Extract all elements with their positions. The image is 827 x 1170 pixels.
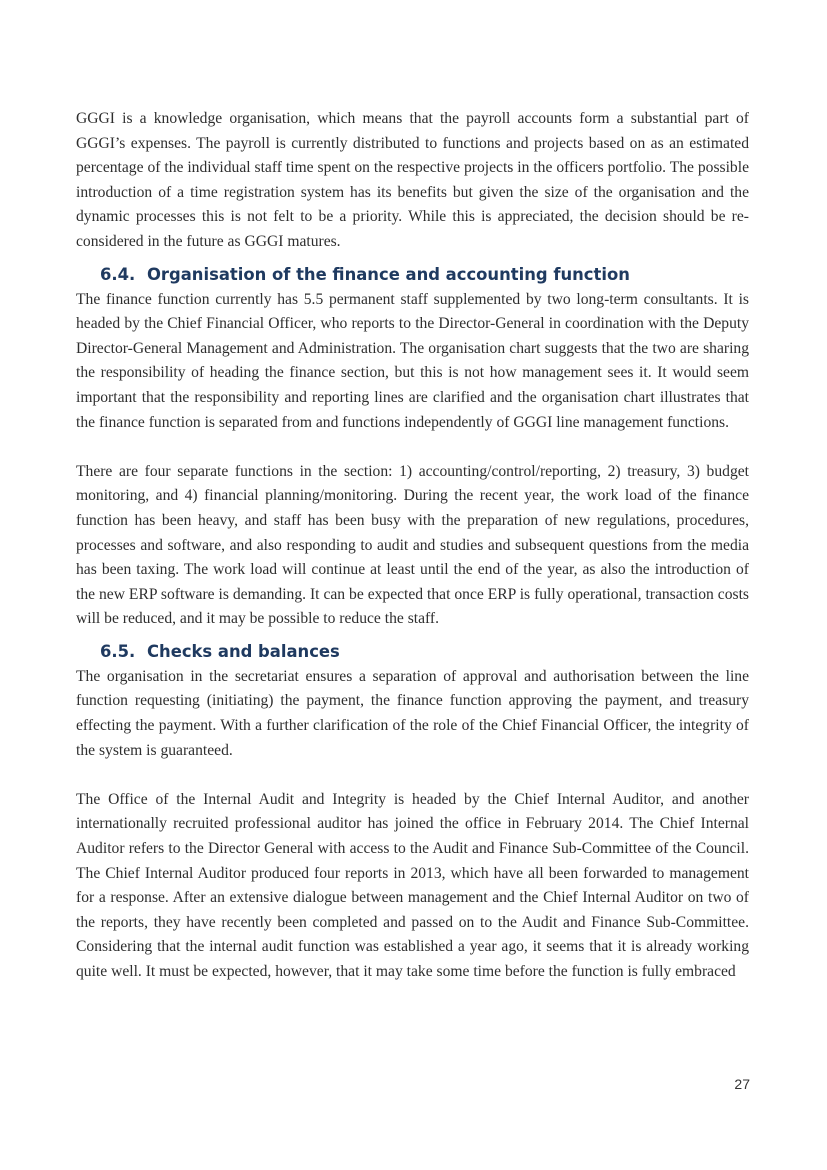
section-number: 6.4. [100,264,136,284]
body-paragraph: The Office of the Internal Audit and Integrity is headed by the Chief Internal Auditor, and another internationally recruited professional auditor has joined the office in February 2014. The Chief Internal Auditor refers to the Director General with access to the Audit and Finance Sub-Committee of the Council. The Chief Internal Auditor produced four reports in 2013, which have all been forwarded to management for a response. After an extensive dialogue between management and the Chief Internal Auditor on two of the reports, they have recently been completed and passed on to the Audit and Finance Sub-Committee. Considering that the internal audit function was established a year ago, it seems that it is already working quite well. It must be expected, however, that it may take some time before the function is fully embraced [76,790,749,980]
page-number: 27 [734,1076,750,1092]
paragraph-spacer [76,435,749,460]
section-title: Checks and balances [147,641,340,661]
paragraph-spacer [76,763,749,788]
body-paragraph: The finance function currently has 5.5 permanent staff supplemented by two long-term consultants. It is headed by the Chief Financial Officer, who reports to the Director-General in coordination with the Deputy Director-General Management and Administration. The organisation chart suggests that the two are sharing the responsibility of heading the finance section, but this is not how management sees it. It would seem important that the responsibility and reporting lines are clarified and the organisation chart illustrates that the finance function is separated from and functions independently of GGGI line management functions. [76,290,749,431]
page-body [76,107,749,985]
section-number: 6.5. [100,641,136,661]
body-paragraph: GGGI is a knowledge organisation, which means that the payroll accounts form a substantial part of GGGI’s expenses. The payroll is currently distributed to functions and projects based on as an estimated percentage of the individual staff time spent on the respective projects in the officers portfolio. The possible introduction of a time registration system has its benefits but given the size of the organisation and the dynamic processes this is not felt to be a priority. While this is appreciated, the decision should be re-considered in the future as GGGI matures. [76,110,749,250]
body-paragraph: There are four separate functions in the section: 1) accounting/control/reporting, 2) treasury, 3) budget monitoring, and 4) financial planning/monitoring. During the recent year, the work load of the finance function has been heavy, and staff has been busy with the preparation of new regulations, procedures, processes and software, and also responding to audit and studies and subsequent questions from the media has been taxing. The work load will continue at least until the end of the year, as also the introduction of the new ERP software is demanding. It can be expected that once ERP is fully operational, transaction costs will be reduced, and it may be possible to reduce the staff. [76,462,749,628]
section-heading-6-5 [100,640,749,665]
section-heading-6-4 [100,263,749,288]
body-paragraph: The organisation in the secretariat ensures a separation of approval and authorisation between the line function requesting (initiating) the payment, the finance function approving the payment, and treasury effecting the payment. With a further clarification of the role of the Chief Financial Officer, the integrity of the system is guaranteed. [76,667,749,759]
section-title: Organisation of the finance and accounting function [147,264,630,284]
